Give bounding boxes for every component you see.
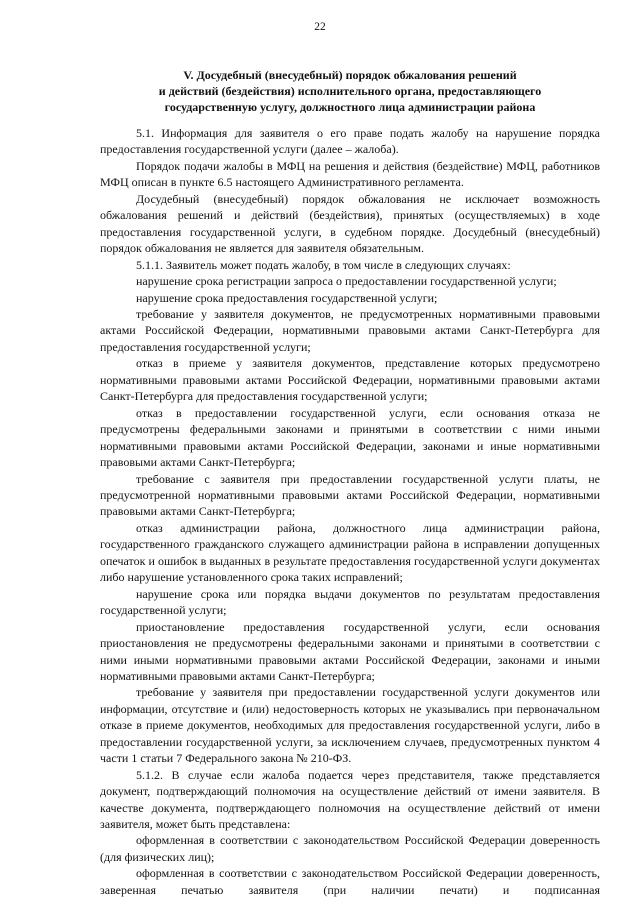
heading-line: и действий (бездействия) исполнительного органа, предоставляющего xyxy=(158,84,542,98)
paragraph: 5.1. Информация для заявителя о его праве подать жалобу на нарушение порядка предоставления государственной услуги (далее – жалоба). xyxy=(100,126,600,157)
paragraph: нарушение срока регистрации запроса о предоставлении государственной услуги; xyxy=(136,274,557,289)
paragraph: отказ в предоставлении государственной услуги, если основания отказа не предусмотрены федеральными законами и принятыми в соответствии с ними иными нормативными правовыми актами Российской Федерации, законами и иные нормативными правовыми актами Санкт-Петербурга; xyxy=(100,405,600,470)
paragraph: Порядок подачи жалобы в МФЦ на решения и действия (бездействие) МФЦ, работников МФЦ описан в пункте 6.5 настоящего Административного регламента. xyxy=(100,158,600,190)
paragraph: отказ администрации района, должностного лица администрации района, государственного гражданского служащего администрации района в исправлении допущенных опечаток и ошибок в выданных в результате предоставления государственной услуги документах либо нарушение установленного срока таких исправлений; xyxy=(100,520,600,585)
paragraph: приостановление предоставления государственной услуги, если основания приостановления не предусмотрены федеральными законами и принятыми в соответствии с ними иными нормативными правовыми актами Российской Федерации, законами и иными нормативными правовыми актами Санкт-Петербурга; xyxy=(100,619,600,683)
paragraph: требование у заявителя при предоставлении государственной услуги документов или информации, отсутствие и (или) недостоверность которых не указывались при первоначальном отказе в приеме документов, необходимых для предоставления государственной услуги, либо в предоставлении государственной услуги, за исключением случаев, предусмотренных пунктом 4 части 1 статьи 7 Федерального закона № 210-ФЗ. xyxy=(100,685,600,766)
paragraph: требование у заявителя документов, не предусмотренных нормативными правовыми актами Российской Федерации, нормативными правовыми актами Санкт-Петербурга для предоставления государственной услуги; xyxy=(100,306,600,354)
page-number: 22 xyxy=(314,21,326,33)
document-body xyxy=(100,125,600,898)
paragraph: отказ в приеме у заявителя документов, представление которых предусмотрено нормативными правовыми актами Российской Федерации, нормативными правовыми актами Санкт-Петербурга для предоставления государственной услуги; xyxy=(100,356,600,404)
paragraph: нарушение срока или порядка выдачи документов по результатам предоставления государственной услуги; xyxy=(100,586,600,618)
paragraph: 5.1.1. Заявитель может подать жалобу, в том числе в следующих случаях: xyxy=(136,257,511,272)
heading-line: государственную услугу, должностного лица администрации района xyxy=(164,100,536,114)
paragraph: требование с заявителя при предоставлении государственной услуги платы, не предусмотренной нормативными правовыми актами Российской Федерации, нормативными правовыми актами Санкт-Петербурга; xyxy=(100,471,600,519)
heading-line: V. Досудебный (внесудебный) порядок обжалования решений xyxy=(183,68,517,82)
paragraph: Досудебный (внесудебный) порядок обжалования не исключает возможность обжалования решений и действий (бездействия), принятых (осуществляемых) в ходе предоставления государственной услуги, в судебном порядке. Досудебный (внесудебный) порядок обжалования не является для заявителя обязательным. xyxy=(100,191,600,256)
paragraph: 5.1.2. В случае если жалоба подается через представителя, также представляется документ, подтверждающий полномочия на осуществление действий от имени заявителя. В качестве документа, подтверждающего полномочия на осуществление действий от имени заявителя, может быть представлена: xyxy=(100,767,600,832)
section-heading xyxy=(100,67,600,115)
paragraph: оформленная в соответствии с законодательством Российской Федерации доверенность (для физических лиц); xyxy=(100,833,600,864)
paragraph: оформленная в соответствии с законодательством Российской Федерации доверенность, заверенная печатью заявителя (при наличии печати) и подписанная xyxy=(100,866,600,897)
paragraph: нарушение срока предоставления государственной услуги; xyxy=(136,290,438,305)
